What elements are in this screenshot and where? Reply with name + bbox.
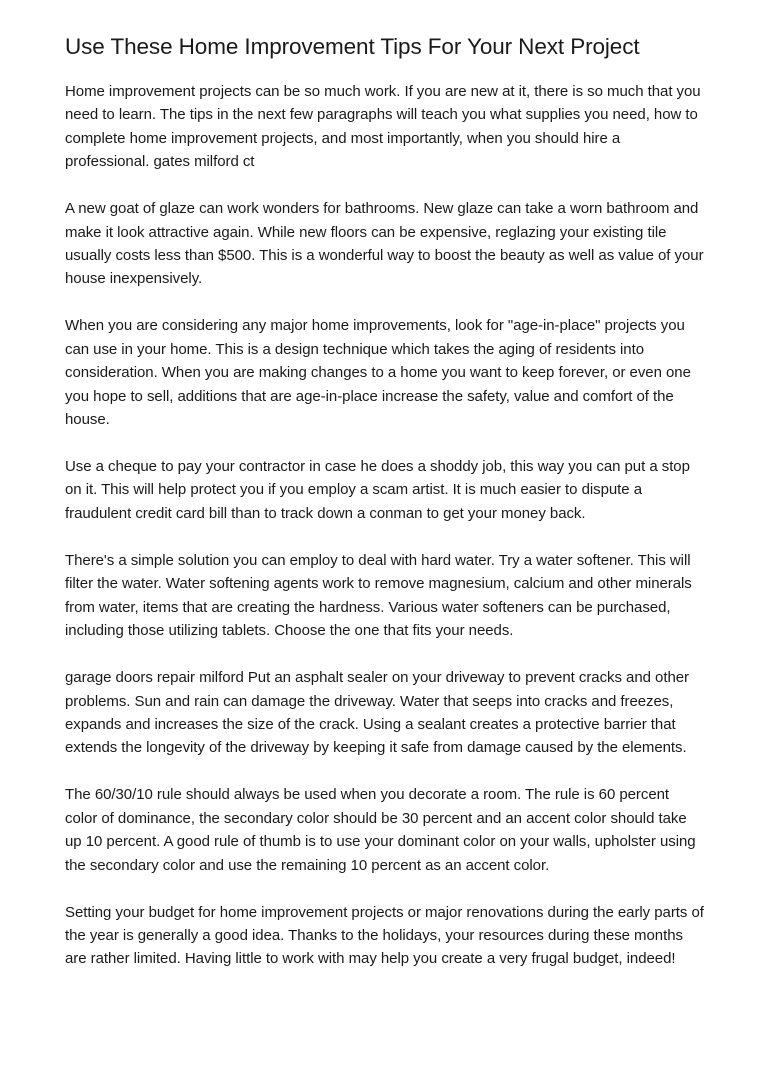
document-title: Use These Home Improvement Tips For Your Next Project	[65, 34, 640, 59]
paragraph-hard-water: There's a simple solution you can employ to deal with hard water. Try a water softener. This will filter the water. Water softening agents work to remove magnesium, calcium and other minerals from water, items that are creating the hardness. Various water softeners can be purchased, including those utilizing tablets. Choose the one that fits your needs.	[65, 551, 692, 640]
document-page	[65, 30, 705, 994]
paragraph-intro: Home improvement projects can be so much work. If you are new at it, there is so much that you need to learn. The tips in the next few paragraphs will teach you what supplies you need, how to complete home improvement projects, and most importantly, when you should hire a professional. gates milford ct	[65, 83, 701, 171]
paragraph-color-rule: The 60/30/10 rule should always be used when you decorate a room. The rule is 60 percent color of dominance, the secondary color should be 30 percent and an accent color should take up 10 percent. A good rule of thumb is to use your dominant color on your walls, upholster using the secondary color and use the remaining 10 percent as an accent color.	[65, 786, 696, 874]
paragraph-cheque: Use a cheque to pay your contractor in case he does a shoddy job, this way you can put a stop on it. This will help protect you if you employ a scam artist. It is much easier to dispute a fraudulent credit card bill than to track down a conman to get your money back.	[65, 458, 690, 522]
paragraph-glaze: A new goat of glaze can work wonders for bathrooms. New glaze can take a worn bathroom and make it look attractive again. While new floors can be expensive, reglazing your existing tile usually costs less than $500. This is a wonderful way to boost the beauty as well as value of your house inexpensively.	[65, 200, 704, 288]
paragraph-budget: Setting your budget for home improvement projects or major renovations during the early parts of the year is generally a good idea. Thanks to the holidays, your resources during these months are rather limited. Having little to work with may help you create a very frugal budget, indeed!	[65, 903, 704, 968]
paragraph-age-in-place: When you are considering any major home improvements, look for "age-in-place" projects you can use in your home. This is a design technique which takes the aging of residents into consideration. When you are making changes to a home you want to keep forever, or even one you hope to sell, additions that are age-in-place increase the safety, value and comfort of the house.	[65, 317, 691, 429]
paragraph-driveway: garage doors repair milford Put an asphalt sealer on your driveway to prevent cracks and other problems. Sun and rain can damage the driveway. Water that seeps into cracks and freezes, expands and increases the size of the crack. Using a sealant creates a protective barrier that extends the longevity of the driveway by keeping it safe from damage caused by the elements.	[65, 669, 689, 757]
